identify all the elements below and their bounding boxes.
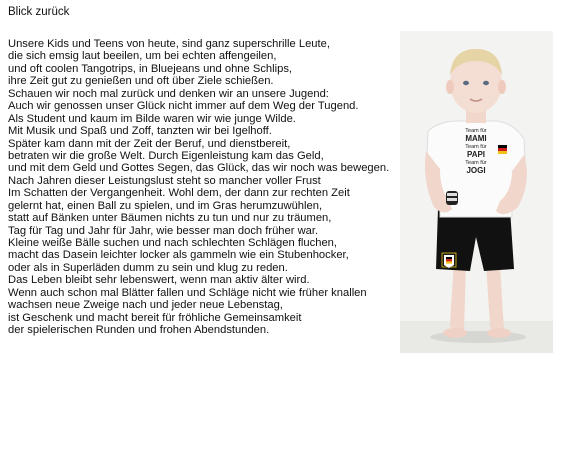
poem-line: Als Student und kaum im Bilde waren wir wie junge Wilde.: [8, 112, 296, 125]
poem-line: Unsere Kids und Teens von heute, sind ganz superschrille Leute,: [8, 38, 330, 50]
shirt-line: Team für: [465, 128, 487, 134]
child-illustration: [400, 31, 553, 353]
poem-line: wachsen neue Zweige nach und jeder neue Lebenstag,: [8, 299, 283, 312]
poem-line: statt auf Bänken unter Bäumen nichts zu tun und nur zu träumen,: [8, 212, 332, 225]
poem-line: gelernt hat, einen Ball zu spielen, und im Gras herumzuwühlen,: [8, 199, 323, 212]
shirt-line: JOGI: [466, 166, 486, 175]
poem-line: Kleine weiße Bälle suchen und nach schlechten Schlägen fluchen,: [8, 237, 338, 249]
poem-line: ihre Zeit gut zu genießen und oft über Ziele schießen.: [8, 75, 274, 88]
poem-line: Im Schatten der Vergangenheit. Wohl dem, der dann zur rechten Zeit: [8, 187, 350, 200]
shirt-line: Team für: [465, 160, 487, 166]
poem-text: [8, 38, 428, 337]
poem-line: Das Leben bleibt sehr lebenswert, wenn man aktiv älter wird.: [8, 274, 310, 287]
shirt-line: PAPI: [466, 150, 486, 159]
poem-line: oder als in Superläden dumm zu sein und klug zu reden.: [8, 261, 288, 274]
poem-line: Wenn auch schon mal Blätter fallen und Schläge nicht wie früher knallen: [8, 286, 367, 299]
poem-line: macht das Dasein leichter locker als gammeln wie ein Stubenhocker,: [8, 249, 349, 262]
poem-line: die sich emsig laut beeilen, um bei echten affengeilen,: [8, 50, 277, 63]
poem-line: Schauen wir noch mal zurück und denken wir an unsere Jugend:: [8, 87, 329, 100]
page-title: Blick zurück: [8, 6, 70, 18]
poem-line: Nach Jahren dieser Leistungslust steht so mancher voller Frust: [8, 174, 321, 187]
poem-line: Mit Musik und Spaß und Zoff, tanzten wir bei Igelhoff.: [8, 125, 272, 138]
poem-line: ist Geschenk und macht bereit für fröhliche Gemeinsamkeit: [8, 311, 302, 324]
shirt-line: Team für: [465, 144, 487, 150]
shirt-line: MAMI: [465, 134, 487, 143]
poem-line: und oft coolen Tangotrips, in Bluejeans und ohne Schlips,: [8, 62, 293, 75]
child-photo: [400, 31, 553, 353]
poem-line: und mit dem Geld und Gottes Segen, das Glück, das wir noch was bewegen.: [8, 162, 390, 175]
poem-line: Tag für Tag und Jahr für Jahr, wie besser man doch früher war.: [8, 224, 319, 237]
poem-line: Später kam dann mit der Zeit der Beruf, und dienstbereit,: [8, 137, 291, 150]
poem-line: betraten wir die große Welt. Durch Eigenleistung kam das Geld,: [8, 149, 324, 162]
poem-line: der spielerischen Runden und frohen Abendstunden.: [8, 324, 270, 337]
poem-line: Auch wir genossen unser Glück nicht immer auf dem Weg der Tugend.: [8, 100, 359, 113]
